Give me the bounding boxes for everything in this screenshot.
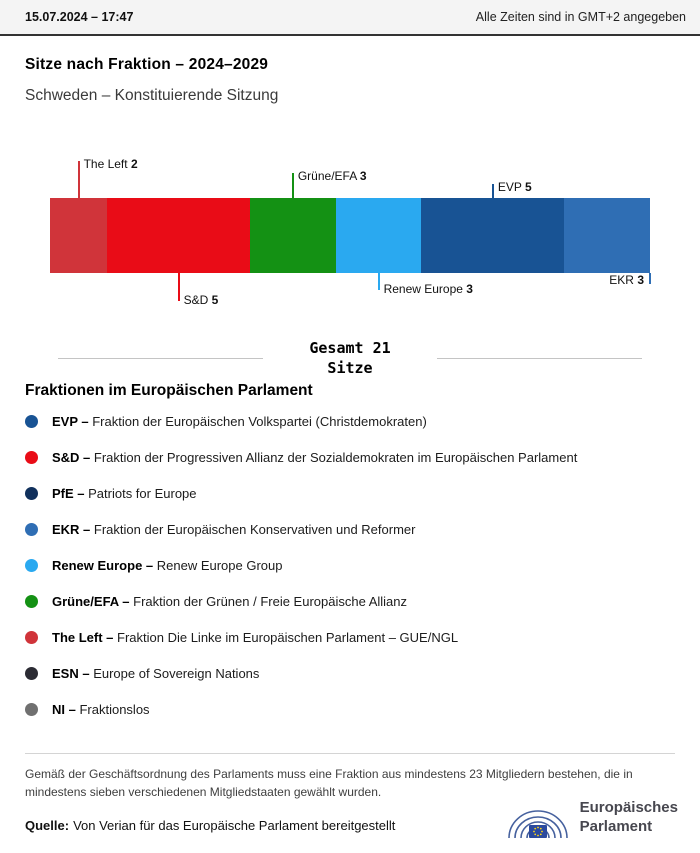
total-rule-right [437, 358, 642, 359]
header-bar [0, 0, 700, 36]
ep-logo-line2: Parlament [579, 818, 653, 835]
source-label: Quelle: [25, 818, 70, 833]
legend-text: PfE – Patriots for Europe [52, 486, 197, 501]
timezone-note: Alle Zeiten sind in GMT+2 angegeben [475, 10, 686, 24]
legend-dot-renew-europe [25, 559, 38, 572]
ep-logo-line1: Europäisches [579, 799, 678, 817]
legend-dot-pfe [25, 487, 38, 500]
callout-label-ekr: EKR 3 [609, 273, 644, 287]
page-subtitle: Schweden – Konstituierende Sitzung [25, 87, 279, 104]
legend-text: EVP – Fraktion der Europäischen Volkspartei (Christdemokraten) [52, 414, 427, 429]
legend-dot-the-left [25, 631, 38, 644]
legend-item-gr-ne-efa [25, 594, 675, 609]
callout-label-renew-europe: Renew Europe 3 [383, 282, 473, 296]
legend-item-ekr [25, 522, 675, 537]
callout-label-gr-ne-efa: Grüne/EFA 3 [297, 169, 367, 183]
callout-line-gr-ne-efa [292, 173, 294, 198]
bar-segment-s-d [107, 198, 250, 273]
legend-item-evp [25, 414, 675, 429]
legend-text: NI – Fraktionslos [52, 702, 150, 717]
legend-heading: Fraktionen im Europäischen Parlament [25, 382, 313, 399]
ep-logo-icon [506, 795, 570, 841]
bar-segment-renew-europe [336, 198, 422, 273]
bar-segment-ekr [564, 198, 650, 273]
legend-text: ESN – Europe of Sovereign Nations [52, 666, 260, 681]
total-seats-label [309, 339, 390, 378]
bar-segment-evp [421, 198, 564, 273]
total-seats [58, 339, 642, 378]
legend [0, 378, 700, 717]
callout-label-the-left: The Left 2 [83, 157, 138, 171]
seat-bar [50, 198, 650, 273]
source-line [25, 818, 395, 833]
ep-logo-text [580, 799, 678, 837]
page-title: Sitze nach Fraktion – 2024–2029 [25, 56, 269, 73]
bottom-row [25, 795, 678, 841]
legend-text: Renew Europe – Renew Europe Group [52, 558, 283, 573]
legend-item-renew-europe [25, 558, 675, 573]
ep-logo [506, 795, 678, 841]
callout-label-s-d: S&D 5 [183, 293, 219, 307]
legend-dot-ekr [25, 523, 38, 536]
legend-dot-evp [25, 415, 38, 428]
legend-item-ni [25, 702, 675, 717]
legend-dot-gr-ne-efa [25, 595, 38, 608]
datetime-label: 15.07.2024 – 17:47 [25, 10, 134, 24]
legend-text: EKR – Fraktion der Europäischen Konservativen und Reformer [52, 522, 416, 537]
seat-chart [50, 153, 650, 313]
total-seats-line1: Gesamt 21 [309, 339, 391, 357]
legend-item-s-d [25, 450, 675, 465]
legend-dot-esn [25, 667, 38, 680]
callout-line-evp [492, 184, 494, 198]
callout-line-renew-europe [378, 273, 380, 290]
legend-list [25, 414, 675, 717]
total-rule-left [58, 358, 263, 359]
legend-text: The Left – Fraktion Die Linke im Europäischen Parlament – GUE/NGL [52, 630, 459, 645]
bar-segment-the-left [50, 198, 107, 273]
bar-segment-gr-ne-efa [250, 198, 336, 273]
callout-line-ekr [649, 273, 651, 284]
legend-dot-ni [25, 703, 38, 716]
callout-label-evp: EVP 5 [497, 180, 532, 194]
callout-line-the-left [78, 161, 80, 198]
legend-text: Grüne/EFA – Fraktion der Grünen / Freie Europäische Allianz [52, 594, 408, 609]
legend-item-the-left [25, 630, 675, 645]
legend-text: S&D – Fraktion der Progressiven Allianz der Sozialdemokraten im Europäischen Parlament [52, 450, 578, 465]
legend-item-pfe [25, 486, 675, 501]
footnote: Gemäß der Geschäftsordnung des Parlaments muss eine Fraktion aus mindestens 23 Mitgliedern bestehen, die in mindestens sieben verschiedenen Mitgliedstaaten gewählt wurden. [25, 753, 675, 801]
legend-item-esn [25, 666, 675, 681]
legend-dot-s-d [25, 451, 38, 464]
total-seats-line2: Sitze [327, 358, 373, 377]
source-text: Von Verian für das Europäische Parlament bereitgestellt [73, 818, 396, 833]
title-block [0, 36, 700, 105]
callout-line-s-d [178, 273, 180, 301]
